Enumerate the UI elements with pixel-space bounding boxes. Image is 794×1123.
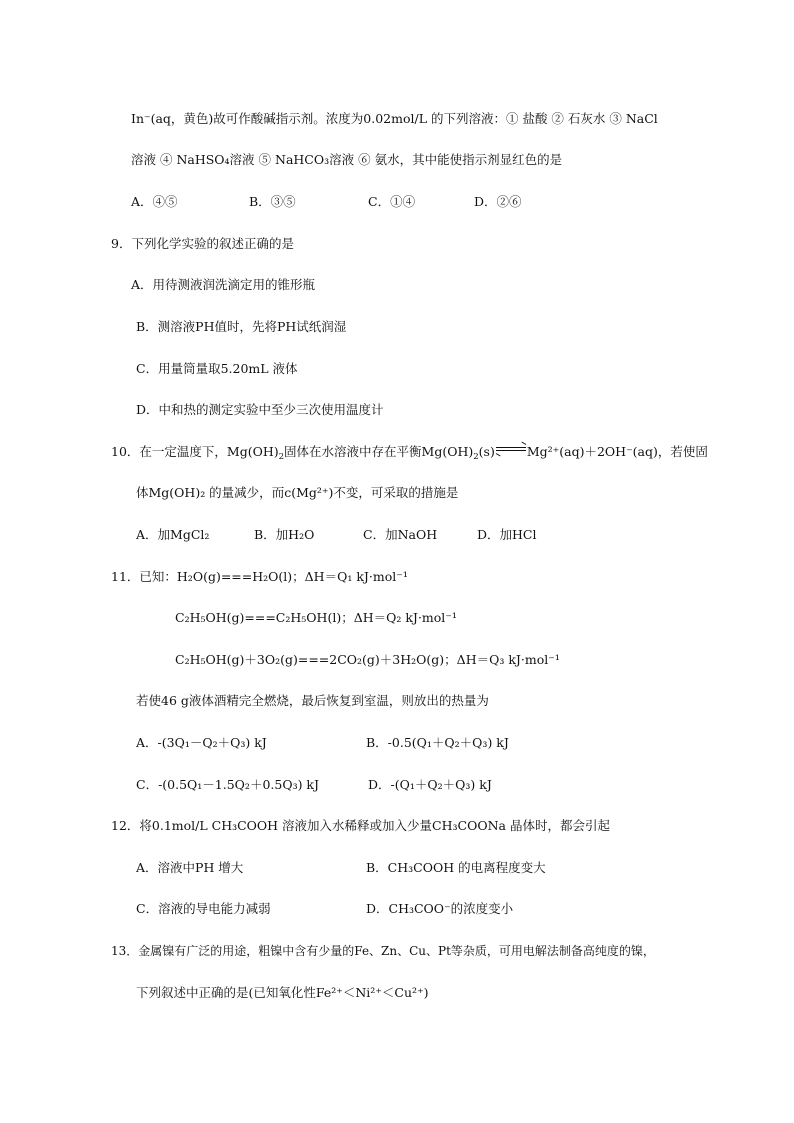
q12-stem: 12．将0.1mol/L CH₃COOH 溶液加入水稀释或加入少量CH₃COONa 晶体时，都会引起 — [111, 818, 610, 833]
q10-stem-line2: 体Mg(OH)₂ 的量减少，而c(Mg²⁺)不变，可采取的措施是 — [136, 485, 459, 500]
q9-option-c: C．用量筒量取5.20mL 液体 — [136, 361, 298, 376]
q10-text-a: 10．在一定温度下，Mg(OH) — [111, 444, 279, 459]
q8-option-c: C．①④ — [368, 194, 416, 209]
q10-text-c: (s) — [478, 444, 495, 459]
q8-stem-line1: In⁻(aq，黄色)故可作酸碱指示剂。浓度为0.02mol/L 的下列溶液：① 盐酸 ② 石灰水 ③ NaCl — [131, 111, 658, 126]
q12-option-b: B．CH₃COOH 的电离程度变大 — [366, 860, 546, 875]
q10-option-a: A．加MgCl₂ — [136, 527, 210, 542]
q13-stem-line2: 下列叙述中正确的是(已知氧化性Fe²⁺＜Ni²⁺＜Cu²⁺) — [136, 985, 429, 1000]
q11-stem-line4: 若使46 g液体酒精完全燃烧，最后恢复到室温，则放出的热量为 — [136, 693, 489, 708]
q8-option-a: A．④⑤ — [131, 194, 178, 209]
equilibrium-arrow-icon — [496, 446, 526, 454]
q10-option-b: B．加H₂O — [254, 527, 315, 542]
q11-stem-line2: C₂H₅OH(g)===C₂H₅OH(l)；ΔH＝Q₂ kJ·mol⁻¹ — [175, 610, 457, 625]
q10-text-d: Mg²⁺(aq)＋2OH⁻(aq)，若使固 — [526, 444, 708, 459]
q11-option-d: D．-(Q₁＋Q₂＋Q₃) kJ — [368, 777, 492, 792]
q13-stem-line1: 13．金属镍有广泛的用途，粗镍中含有少量的Fe、Zn、Cu、Pt等杂质，可用电解法制备高纯度的镍， — [111, 944, 655, 958]
q10-text-b: 固体在水溶液中存在平衡Mg(OH) — [284, 444, 474, 459]
q9-option-d: D．中和热的测定实验中至少三次使用温度计 — [136, 402, 384, 417]
q10-option-c: C．加NaOH — [363, 527, 438, 542]
q11-stem-line3: C₂H₅OH(g)＋3O₂(g)===2CO₂(g)＋3H₂O(g)；ΔH＝Q₃ kJ·mol⁻¹ — [175, 652, 560, 667]
q8-option-d: D．②⑥ — [474, 194, 522, 209]
q12-option-d: D．CH₃COO⁻的浓度变小 — [366, 901, 514, 916]
q12-option-a: A．溶液中PH 增大 — [136, 860, 244, 875]
q8-option-b: B．③⑤ — [249, 194, 296, 209]
q9-option-a: A．用待测液润洗滴定用的锥形瓶 — [131, 277, 316, 292]
q9-option-b: B．测溶液PH值时，先将PH试纸润湿 — [136, 319, 347, 334]
q11-option-a: A．-(3Q₁－Q₂＋Q₃) kJ — [136, 735, 267, 750]
q11-option-b: B．-0.5(Q₁＋Q₂＋Q₃) kJ — [366, 735, 509, 750]
q9-stem: 9．下列化学实验的叙述正确的是 — [111, 236, 294, 251]
q10-option-d: D．加HCl — [477, 527, 537, 542]
q11-option-c: C．-(0.5Q₁－1.5Q₂＋0.5Q₃) kJ — [136, 777, 320, 792]
q12-option-c: C．溶液的导电能力减弱 — [136, 901, 271, 916]
q10-stem-line1: 10．在一定温度下，$Mg(OH)_2$固体在水溶液中存在平衡$Mg(OH)_2(s)$ Mg²⁺(aq)＋2OH⁻(aq)，若使固 — [111, 444, 708, 465]
q11-stem-line1: 11．已知：H₂O(g)===H₂O(l)；ΔH＝Q₁ kJ·mol⁻¹ — [111, 569, 408, 584]
q8-stem-line2: 溶液 ④ NaHSO₄溶液 ⑤ NaHCO₃溶液 ⑥ 氨水，其中能使指示剂显红色的是 — [131, 152, 563, 167]
